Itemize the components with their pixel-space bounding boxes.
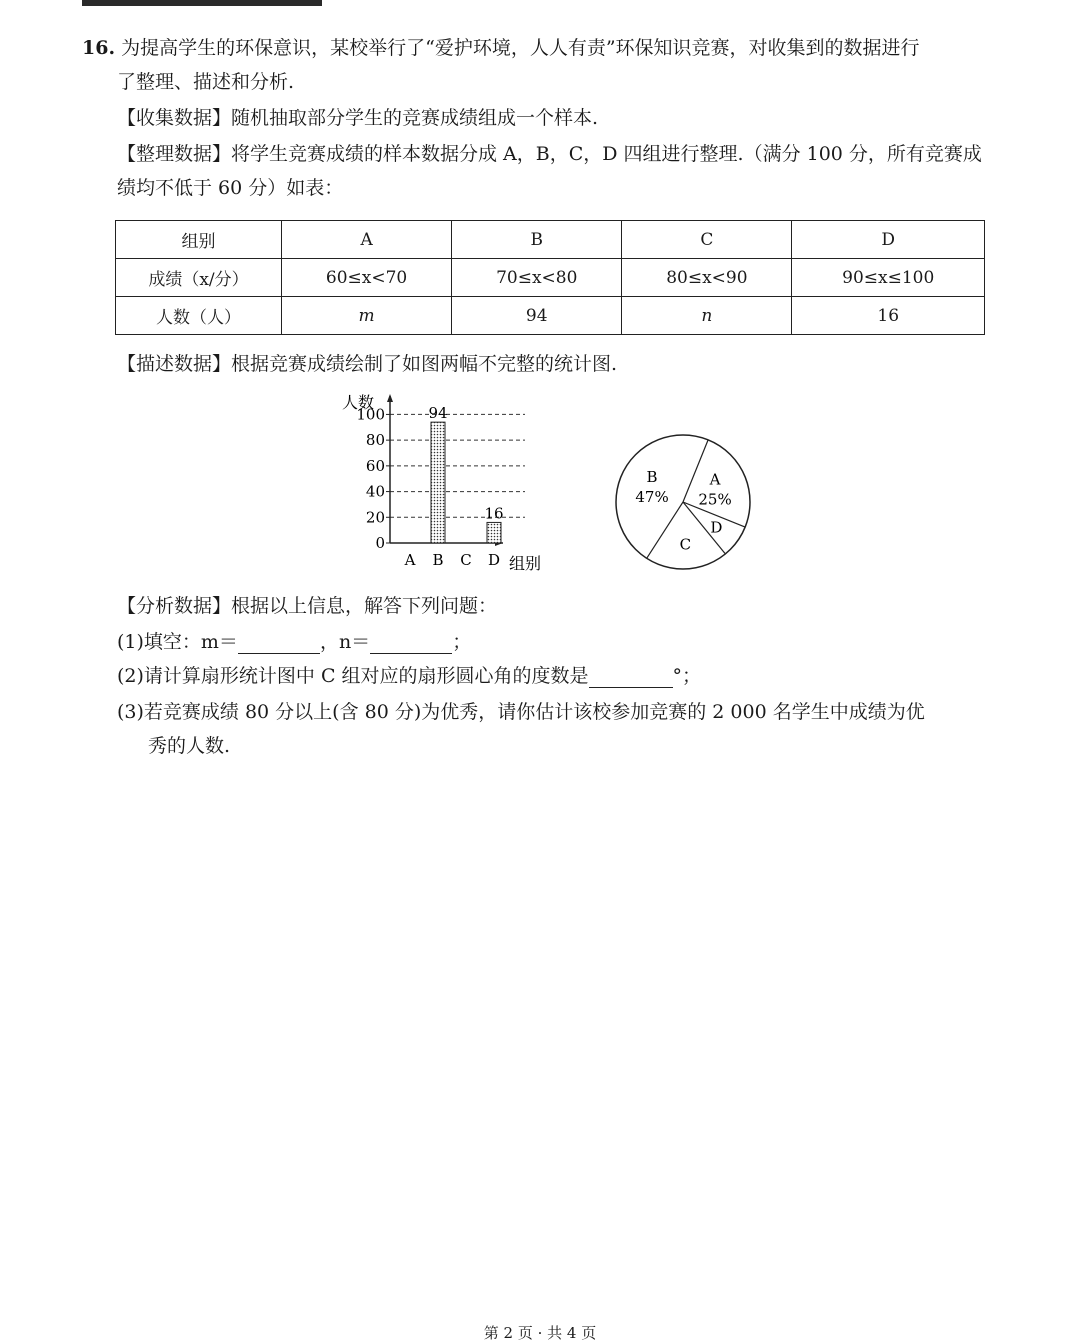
x-tick-label: B [432,551,444,569]
pie-slice-label: A [709,470,721,489]
table-cell: 16 [792,297,985,335]
table-row-count [116,297,985,335]
answer-blank-angle [589,667,673,688]
collect-data-text: 【收集数据】随机抽取部分学生的竞赛成绩组成一个样本. [117,107,599,129]
bar [487,522,501,543]
table-row-label: 成绩（x/分） [116,259,282,297]
table-row-score [116,259,985,297]
organize-data-text-2: 绩均不低于 60 分）如表： [117,177,344,199]
answer-blank-m [238,633,320,654]
table-header-cell: D [792,221,985,259]
table-row-label: 人数（人） [116,297,282,335]
organize-data-text-1: 【整理数据】将学生竞赛成绩的样本数据分成 A，B，C，D 四组进行整理.（满分 100 分，所有竞赛成 [117,143,982,165]
pie-slice-percent: 47% [635,487,669,506]
table-cell: 90≤x≤100 [792,259,985,297]
table-cell: n [622,297,792,335]
part-3-line-2: 秀的人数. [148,735,231,757]
page-footer: 第 2 页 · 共 4 页 [483,1324,597,1342]
bar-chart [340,388,560,578]
y-tick-label: 80 [365,431,385,450]
part-2-text-end: °； [672,665,702,687]
score-table [115,220,985,335]
y-tick-label: 60 [365,456,385,475]
pie-slice-label: B [646,467,658,486]
pie-slice-label: D [710,518,723,537]
part-1-text-n: ，n＝ [319,631,371,653]
table-cell: m [282,297,452,335]
table-header-cell: C [622,221,792,259]
table-header-cell: 组别 [116,221,282,259]
question-intro-text-1: 为提高学生的环保意识，某校举行了“爱护环境，人人有责”环保知识竞赛，对收集到的数据进行 [121,37,920,59]
top-edge-bar [82,0,322,6]
answer-blank-n [370,633,452,654]
part-1-text: (1)填空：m＝ [117,631,238,653]
part-2-text: (2)请计算扇形统计图中 C 组对应的扇形圆心角的度数是 [117,665,589,687]
analyze-data-text: 【分析数据】根据以上信息，解答下列问题： [117,595,498,617]
bar [431,422,445,543]
pie-slice-percent: 25% [698,490,732,509]
y-axis-arrow [387,394,393,402]
pie-slice-label: C [679,535,692,554]
table-cell: 70≤x<80 [452,259,622,297]
part-1-line [117,630,471,654]
table-row-group [116,221,985,259]
question-number: 16. [82,37,116,59]
question-intro-line-1 [82,36,920,60]
bar-data-label: 94 [428,404,448,423]
y-axis-label: 人数 [342,393,375,412]
x-tick-label: C [460,551,472,569]
part-1-text-end: ； [452,631,472,653]
y-tick-label: 40 [365,482,385,501]
y-tick-label: 20 [365,508,385,527]
x-axis-label: 组别 [509,554,542,573]
table-header-cell: B [452,221,622,259]
y-tick-label: 0 [375,534,385,552]
table-header-cell: A [282,221,452,259]
describe-data-text: 【描述数据】根据竞赛成绩绘制了如图两幅不完整的统计图. [117,353,618,375]
table-cell: 94 [452,297,622,335]
bar-data-label: 16 [484,504,504,523]
table-cell: 60≤x<70 [282,259,452,297]
pie-chart [605,430,765,580]
table-cell: 80≤x<90 [622,259,792,297]
y-tick-label: 100 [356,405,385,424]
x-tick-label: D [487,551,501,569]
part-2-line [117,664,701,688]
question-intro-line-2: 了整理、描述和分析. [117,71,295,93]
x-tick-label: A [404,551,416,569]
part-3-line-1: (3)若竞赛成绩 80 分以上(含 80 分)为优秀，请你估计该校参加竞赛的 2 000 名学生中成绩为优 [117,701,925,723]
